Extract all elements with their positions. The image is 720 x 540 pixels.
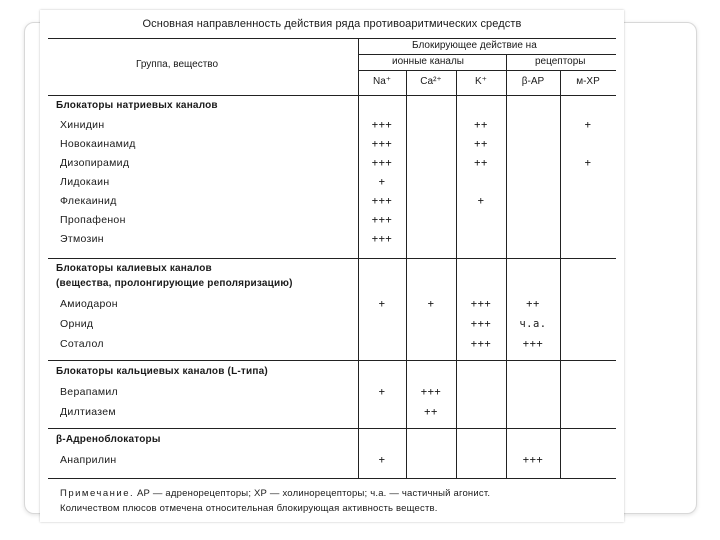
cell-k: ++ — [474, 138, 488, 150]
footnote-line-2: Количеством плюсов отмечена относительная блокирующая активность веществ. — [60, 503, 438, 514]
drug-name: Соталол — [60, 338, 104, 350]
cell-na: + — [378, 298, 386, 310]
footnote-line-1 — [60, 488, 490, 499]
vline-beta-m — [560, 70, 561, 478]
cell-na: +++ — [371, 138, 393, 150]
header-beta-ar: β-АР — [521, 76, 545, 87]
rule-group-3 — [48, 360, 616, 361]
cell-ca: ++ — [424, 406, 438, 418]
drug-name: Орнид — [60, 318, 94, 330]
header-ca: Ca²⁺ — [420, 76, 442, 87]
hline-subheader — [358, 70, 616, 71]
rule-group-2 — [48, 258, 616, 259]
header-k: K⁺ — [475, 76, 487, 87]
drug-name: Амиодарон — [60, 298, 118, 310]
cell-na: +++ — [371, 157, 393, 169]
drug-name: Флекаинид — [60, 195, 117, 207]
cell-na: + — [378, 176, 386, 188]
cell-k: +++ — [470, 338, 492, 350]
rule-group-4 — [48, 428, 616, 429]
header-bottom-rule — [48, 95, 616, 96]
cell-beta-ar: +++ — [522, 454, 544, 466]
group-heading: Блокаторы калиевых каналов — [56, 263, 212, 274]
cell-ca: + — [427, 298, 435, 310]
header-receptors: рецепторы — [535, 56, 586, 67]
cell-m-hr: + — [584, 157, 592, 169]
vline-ca-k — [456, 70, 457, 478]
cell-k: +++ — [470, 298, 492, 310]
cell-k: ++ — [474, 157, 488, 169]
drug-name: Этмозин — [60, 233, 104, 245]
footnote-text: АР — адренорецепторы; ХР — холинорецепторы; ч.а. — частичный агонист. — [136, 488, 491, 499]
drug-name: Дизопирамид — [60, 157, 130, 169]
cell-na: + — [378, 386, 386, 398]
cell-beta-ar: ч.а. — [519, 318, 547, 330]
drug-name: Дилтиазем — [60, 406, 116, 418]
drug-name: Анаприлин — [60, 454, 117, 466]
cell-k: + — [477, 195, 485, 207]
cell-na: +++ — [371, 119, 393, 131]
cell-k: ++ — [474, 119, 488, 131]
header-m-hr: м-ХР — [576, 76, 600, 87]
bottom-rule — [48, 478, 616, 479]
scanned-table-page — [40, 10, 624, 522]
drug-name: Пропафенон — [60, 214, 126, 226]
drug-name: Верапамил — [60, 386, 118, 398]
vline-channels-receptors — [506, 54, 507, 478]
group-heading: Блокаторы натриевых каналов — [56, 100, 218, 111]
cell-m-hr: + — [584, 119, 592, 131]
group-heading: β-Адреноблокаторы — [56, 434, 161, 445]
drug-name: Новокаинамид — [60, 138, 136, 150]
cell-beta-ar: +++ — [522, 338, 544, 350]
drug-name: Лидокаин — [60, 176, 110, 188]
table-title: Основная направленность действия ряда противоаритмических средств — [142, 18, 522, 30]
group-heading: Блокаторы кальциевых каналов (L-типа) — [56, 366, 268, 377]
cell-na: + — [378, 454, 386, 466]
drug-name: Хинидин — [60, 119, 105, 131]
cell-beta-ar: ++ — [526, 298, 540, 310]
header-ion-channels: ионные каналы — [392, 56, 464, 67]
hline-blocking — [358, 54, 616, 55]
cell-na: +++ — [371, 214, 393, 226]
header-na: Na⁺ — [372, 76, 392, 87]
header-blocking: Блокирующее действие на — [412, 40, 537, 51]
header-group-column: Группа, вещество — [136, 59, 219, 70]
top-rule — [48, 38, 616, 39]
group-subheading: (вещества, пролонгирующие реполяризацию) — [56, 278, 293, 289]
footnote-label: Примечание. — [60, 488, 135, 499]
cell-na: +++ — [371, 195, 393, 207]
cell-na: +++ — [371, 233, 393, 245]
cell-ca: +++ — [420, 386, 442, 398]
cell-k: +++ — [470, 318, 492, 330]
